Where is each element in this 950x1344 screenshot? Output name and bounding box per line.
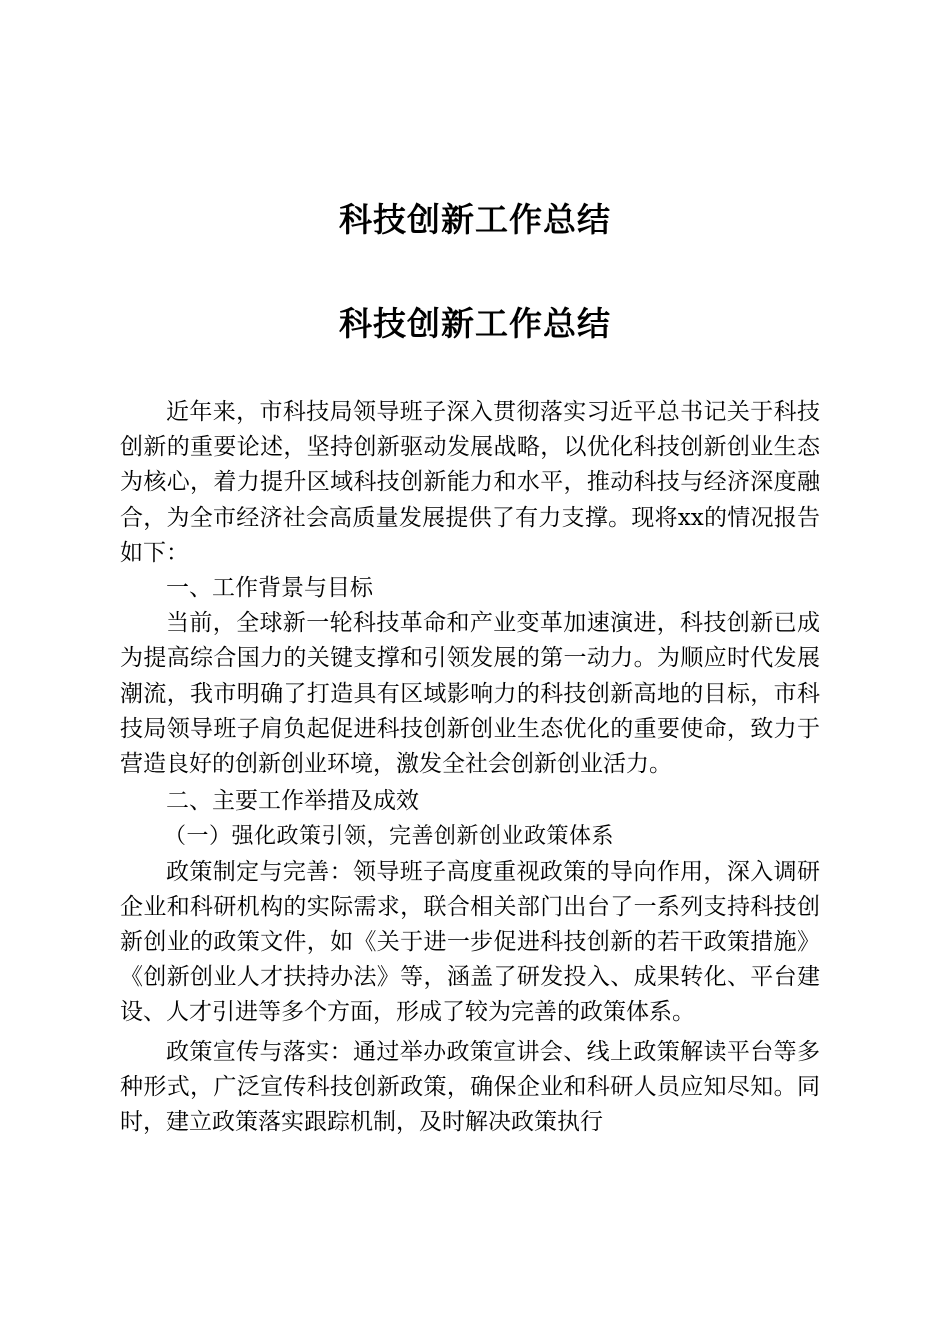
section-2-subheading-1: （一）强化政策引领，完善创新创业政策体系 (164, 824, 615, 850)
document-title: 科技创新工作总结 (339, 200, 611, 239)
section-1-paragraph: 当前，全球新一轮科技革命和产业变革加速演进，科技创新已成为提高综合国力的关键支撑和引领发展的第一动力。为顺应时代发展潮流，我市明确了打造具有区域影响力的科技创新高地的目标，市科技局领导班子肩负起促进科技创新创业生态优化的重要使命，致力于营造良好的创新创业环境，激发全社会创新创业活力。 (120, 610, 820, 778)
intro-paragraph: 近年来，市科技局领导班子深入贯彻落实习近平总书记关于科技创新的重要论述，坚持创新驱动发展战略，以优化科技创新创业生态为核心，着力提升区域科技创新能力和水平，推动科技与经济深度融合，为全市经济社会高质量发展提供了有力支撑。现将xx的情况报告如下： (120, 399, 820, 566)
section-1-heading: 一、工作背景与目标 (166, 575, 373, 602)
document-subtitle: 科技创新工作总结 (339, 304, 611, 343)
section-2-paragraph-2: 政策宣传与落实：通过举办政策宣讲会、线上政策解读平台等多种形式，广泛宣传科技创新政策，确保企业和科研人员应知尽知。同时，建立政策落实跟踪机制，及时解决政策执行 (120, 1038, 820, 1136)
section-2-heading: 二、主要工作举措及成效 (166, 788, 419, 815)
section-2-paragraph-1: 政策制定与完善：领导班子高度重视政策的导向作用，深入调研企业和科研机构的实际需求，联合相关部门出台了一系列支持科技创新创业的政策文件，如《关于进一步促进科技创新的若干政策措施》《创新创业人才扶持办法》等，涵盖了研发投入、成果转化、平台建设、人才引进等多个方面，形成了较为完善的政策体系。 (120, 858, 820, 1026)
document-body (120, 395, 820, 1140)
